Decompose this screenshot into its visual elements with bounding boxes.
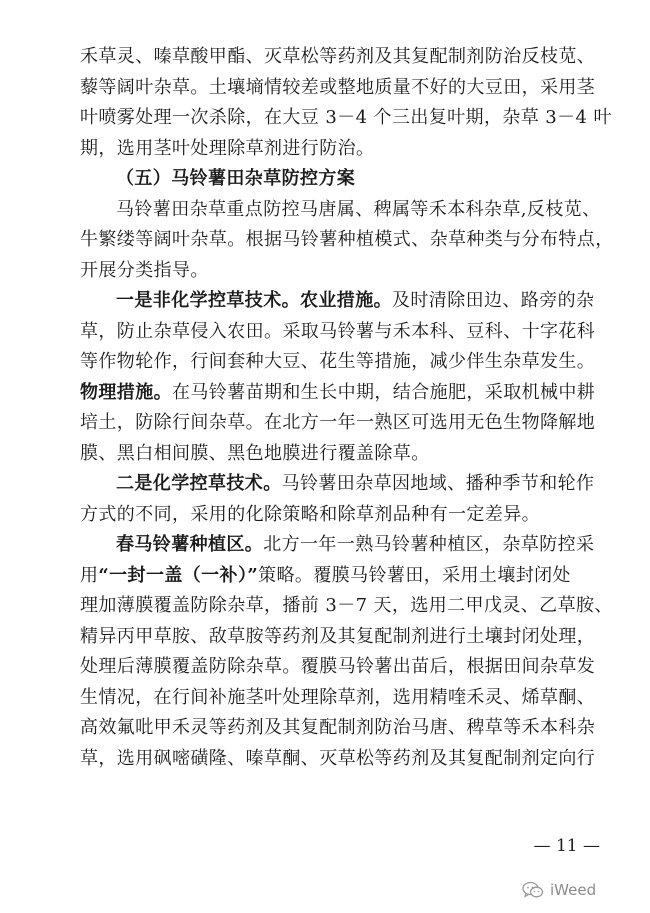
paragraph-line — [80, 378, 596, 409]
bold-strategy: “一封一盖（一补）” — [98, 564, 259, 586]
section-heading: （五）马铃薯田杂草防控方案 — [116, 168, 356, 189]
bold-sublead: 农业措施。 — [300, 290, 392, 311]
body-line: 理加薄膜覆盖防除杂草，播前 3－7 天，选用二甲戊灵、乙草胺、 — [80, 595, 613, 616]
body-line: 禾草灵、嗪草酸甲酯、灭草松等药剂及其复配制剂防治反枝苋、 — [80, 46, 596, 67]
wechat-icon — [522, 881, 544, 899]
body-line: 膜、黑白相间膜、黑色地膜进行覆盖除草。 — [80, 442, 430, 464]
body-line: 方式的不同，采用的化除策略和除草剂品种有一定差异。 — [80, 503, 540, 525]
paragraph-first-line — [80, 530, 595, 561]
body-text: 马铃薯田杂草因地域、播种季节和轮作 — [281, 473, 595, 494]
body-line: 期，选用茎叶处理除草剂进行防治。 — [80, 137, 375, 159]
body-line: 草，选用砜嘧磺隆、嗪草酮、灭草松等药剂及其复配制剂定向行 — [80, 747, 596, 769]
bold-lead: 二是化学控草技术。 — [116, 473, 282, 494]
body-line: 牛繁缕等阔叶杂草。根据马铃薯种植模式、杂草种类与分布特点， — [80, 229, 614, 250]
watermark — [522, 878, 596, 902]
body-line: 藜等阔叶杂草。土壤墒情较差或整地质量不好的大豆田，采用茎 — [80, 76, 596, 98]
bold-sublead: 物理措施。 — [80, 381, 172, 403]
body-text: 策略。覆膜马铃薯田，采用土壤封闭处 — [258, 564, 571, 586]
body-line: 处理后薄膜覆盖防除杂草。覆膜马铃薯出苗后，根据田间杂草发 — [80, 656, 596, 677]
body-line: 马铃薯田杂草重点防控马唐属、稗属等禾本科杂草,反枝苋、 — [116, 198, 601, 220]
page-number: — 11 — — [533, 836, 600, 856]
body-line: 等作物轮作，行间套种大豆、花生等措施，减少伴生杂草发生。 — [80, 351, 596, 372]
body-line: 培土，防除行间杂草。在北方一年一熟区可选用无色生物降解地 — [80, 412, 596, 433]
bold-lead: 春马铃薯种植区。 — [116, 534, 264, 555]
body-text: 用 — [80, 564, 99, 586]
body-text: 北方一年一熟马铃薯种植区，杂草防控采 — [263, 534, 595, 555]
body-line: 草，防止杂草侵入农田。采取马铃薯与禾本科、豆科、十字花科 — [80, 320, 596, 342]
paragraph-first-line — [80, 286, 595, 317]
paragraph-first-line — [80, 469, 595, 500]
watermark-text: iWeed — [550, 881, 597, 899]
body-line: 生情况，在行间补施茎叶处理除草剂，选用精喹禾灵、烯草酮、 — [80, 686, 596, 708]
body-line: 高效氟吡甲禾灵等药剂及其复配制剂防治马唐、稗草等禾本科杂 — [80, 717, 596, 738]
document-body — [80, 42, 614, 774]
body-text: 及时清除田边、路旁的杂 — [392, 290, 595, 311]
body-line: 精异丙甲草胺、敌草胺等药剂及其复配制剂进行土壤封闭处理， — [80, 625, 596, 647]
body-line: 开展分类指导。 — [80, 259, 209, 281]
body-text: 在马铃薯苗期和生长中期，结合施肥，采取机械中耕 — [172, 381, 596, 403]
bold-lead: 一是非化学控草技术。 — [116, 290, 300, 311]
paragraph-line — [80, 561, 580, 592]
body-line: 叶喷雾处理一次杀除，在大豆 3－4 个三出复叶期，杂草 3－4 叶 — [80, 107, 612, 128]
